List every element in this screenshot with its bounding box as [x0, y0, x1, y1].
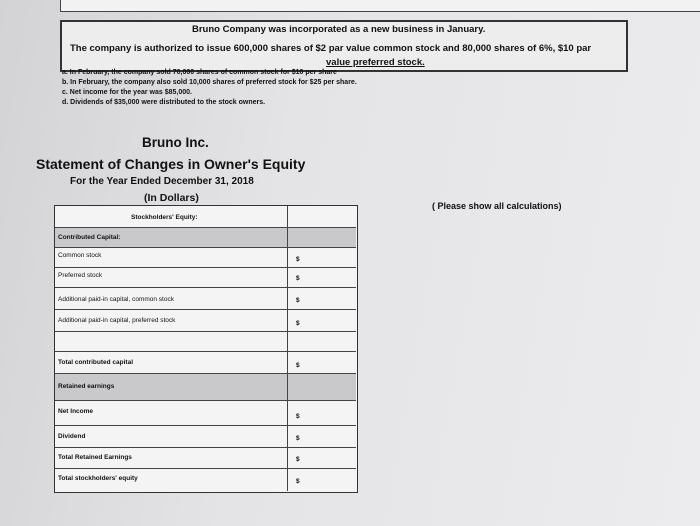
- row-label: Total contributed capital: [58, 359, 133, 366]
- amount-cell[interactable]: $: [287, 469, 356, 491]
- amount-cell[interactable]: $: [287, 268, 356, 287]
- company-name: Bruno Inc.: [142, 135, 209, 150]
- problem-box: [60, 20, 628, 72]
- problem-item-a: a. In February, the company sold 70,000 shares of common stock for $10 per share: [62, 69, 337, 76]
- table-row: [55, 248, 356, 268]
- row-label: Common stock: [58, 252, 102, 259]
- amount-cell[interactable]: $: [287, 352, 356, 373]
- sheet-header: Stockholders' Equity:: [131, 214, 198, 221]
- statement-period: For the Year Ended December 31, 2018: [70, 176, 254, 187]
- row-label: Net Income: [58, 408, 94, 415]
- row-label: Preferred stock: [58, 272, 103, 279]
- amount-cell[interactable]: [287, 374, 356, 400]
- table-row: [55, 352, 356, 374]
- table-row: [55, 332, 356, 352]
- table-row: [55, 426, 356, 448]
- equity-sheet: [54, 205, 358, 493]
- top-strip: [60, 0, 700, 12]
- problem-line-2: The company is authorized to issue 600,000 shares of $2 par value common stock and 80,000 shares of 6%, $10 par: [70, 43, 592, 54]
- amount-cell[interactable]: $: [287, 248, 356, 267]
- problem-items: [62, 68, 357, 108]
- row-label: Retained earnings: [58, 383, 115, 390]
- row-label: Additional paid-in capital, preferred stock: [58, 317, 176, 324]
- problem-item-d: d. Dividends of $35,000 were distributed to the stock owners.: [62, 99, 266, 106]
- table-row: [55, 268, 356, 288]
- table-row: [55, 469, 356, 491]
- table-row: [55, 401, 356, 426]
- amount-cell[interactable]: [287, 332, 356, 351]
- statement-title: Statement of Changes in Owner's Equity: [36, 156, 306, 172]
- problem-line-1: Bruno Company was incorporated as a new business in January.: [192, 24, 486, 35]
- row-label: Total Retained Earnings: [58, 454, 132, 461]
- problem-item-c: c. Net income for the year was $85,000.: [62, 89, 192, 96]
- table-row: [55, 288, 356, 310]
- problem-item-b: b. In February, the company also sold 10,000 shares of preferred stock for $25 per share.: [62, 79, 357, 86]
- amount-cell[interactable]: $: [287, 426, 356, 447]
- row-label: Dividend: [58, 433, 86, 440]
- statement-units: (In Dollars): [144, 192, 199, 204]
- table-row: [55, 228, 356, 248]
- row-label: Contributed Capital:: [58, 234, 121, 241]
- amount-cell[interactable]: [287, 206, 356, 227]
- amount-cell[interactable]: [287, 228, 356, 247]
- row-label: Additional paid-in capital, common stock: [58, 296, 174, 303]
- row-label: Total stockholders' equity: [58, 475, 138, 482]
- calculation-note: ( Please show all calculations): [432, 201, 562, 211]
- amount-cell[interactable]: $: [287, 401, 356, 425]
- amount-cell[interactable]: $: [287, 310, 356, 331]
- table-row: [55, 374, 356, 401]
- amount-cell[interactable]: $: [287, 448, 356, 468]
- amount-cell[interactable]: $: [287, 288, 356, 309]
- problem-line-3: value preferred stock.: [326, 57, 425, 68]
- table-row: [55, 448, 356, 469]
- table-row: [55, 310, 356, 332]
- sheet-header-row: [55, 206, 356, 228]
